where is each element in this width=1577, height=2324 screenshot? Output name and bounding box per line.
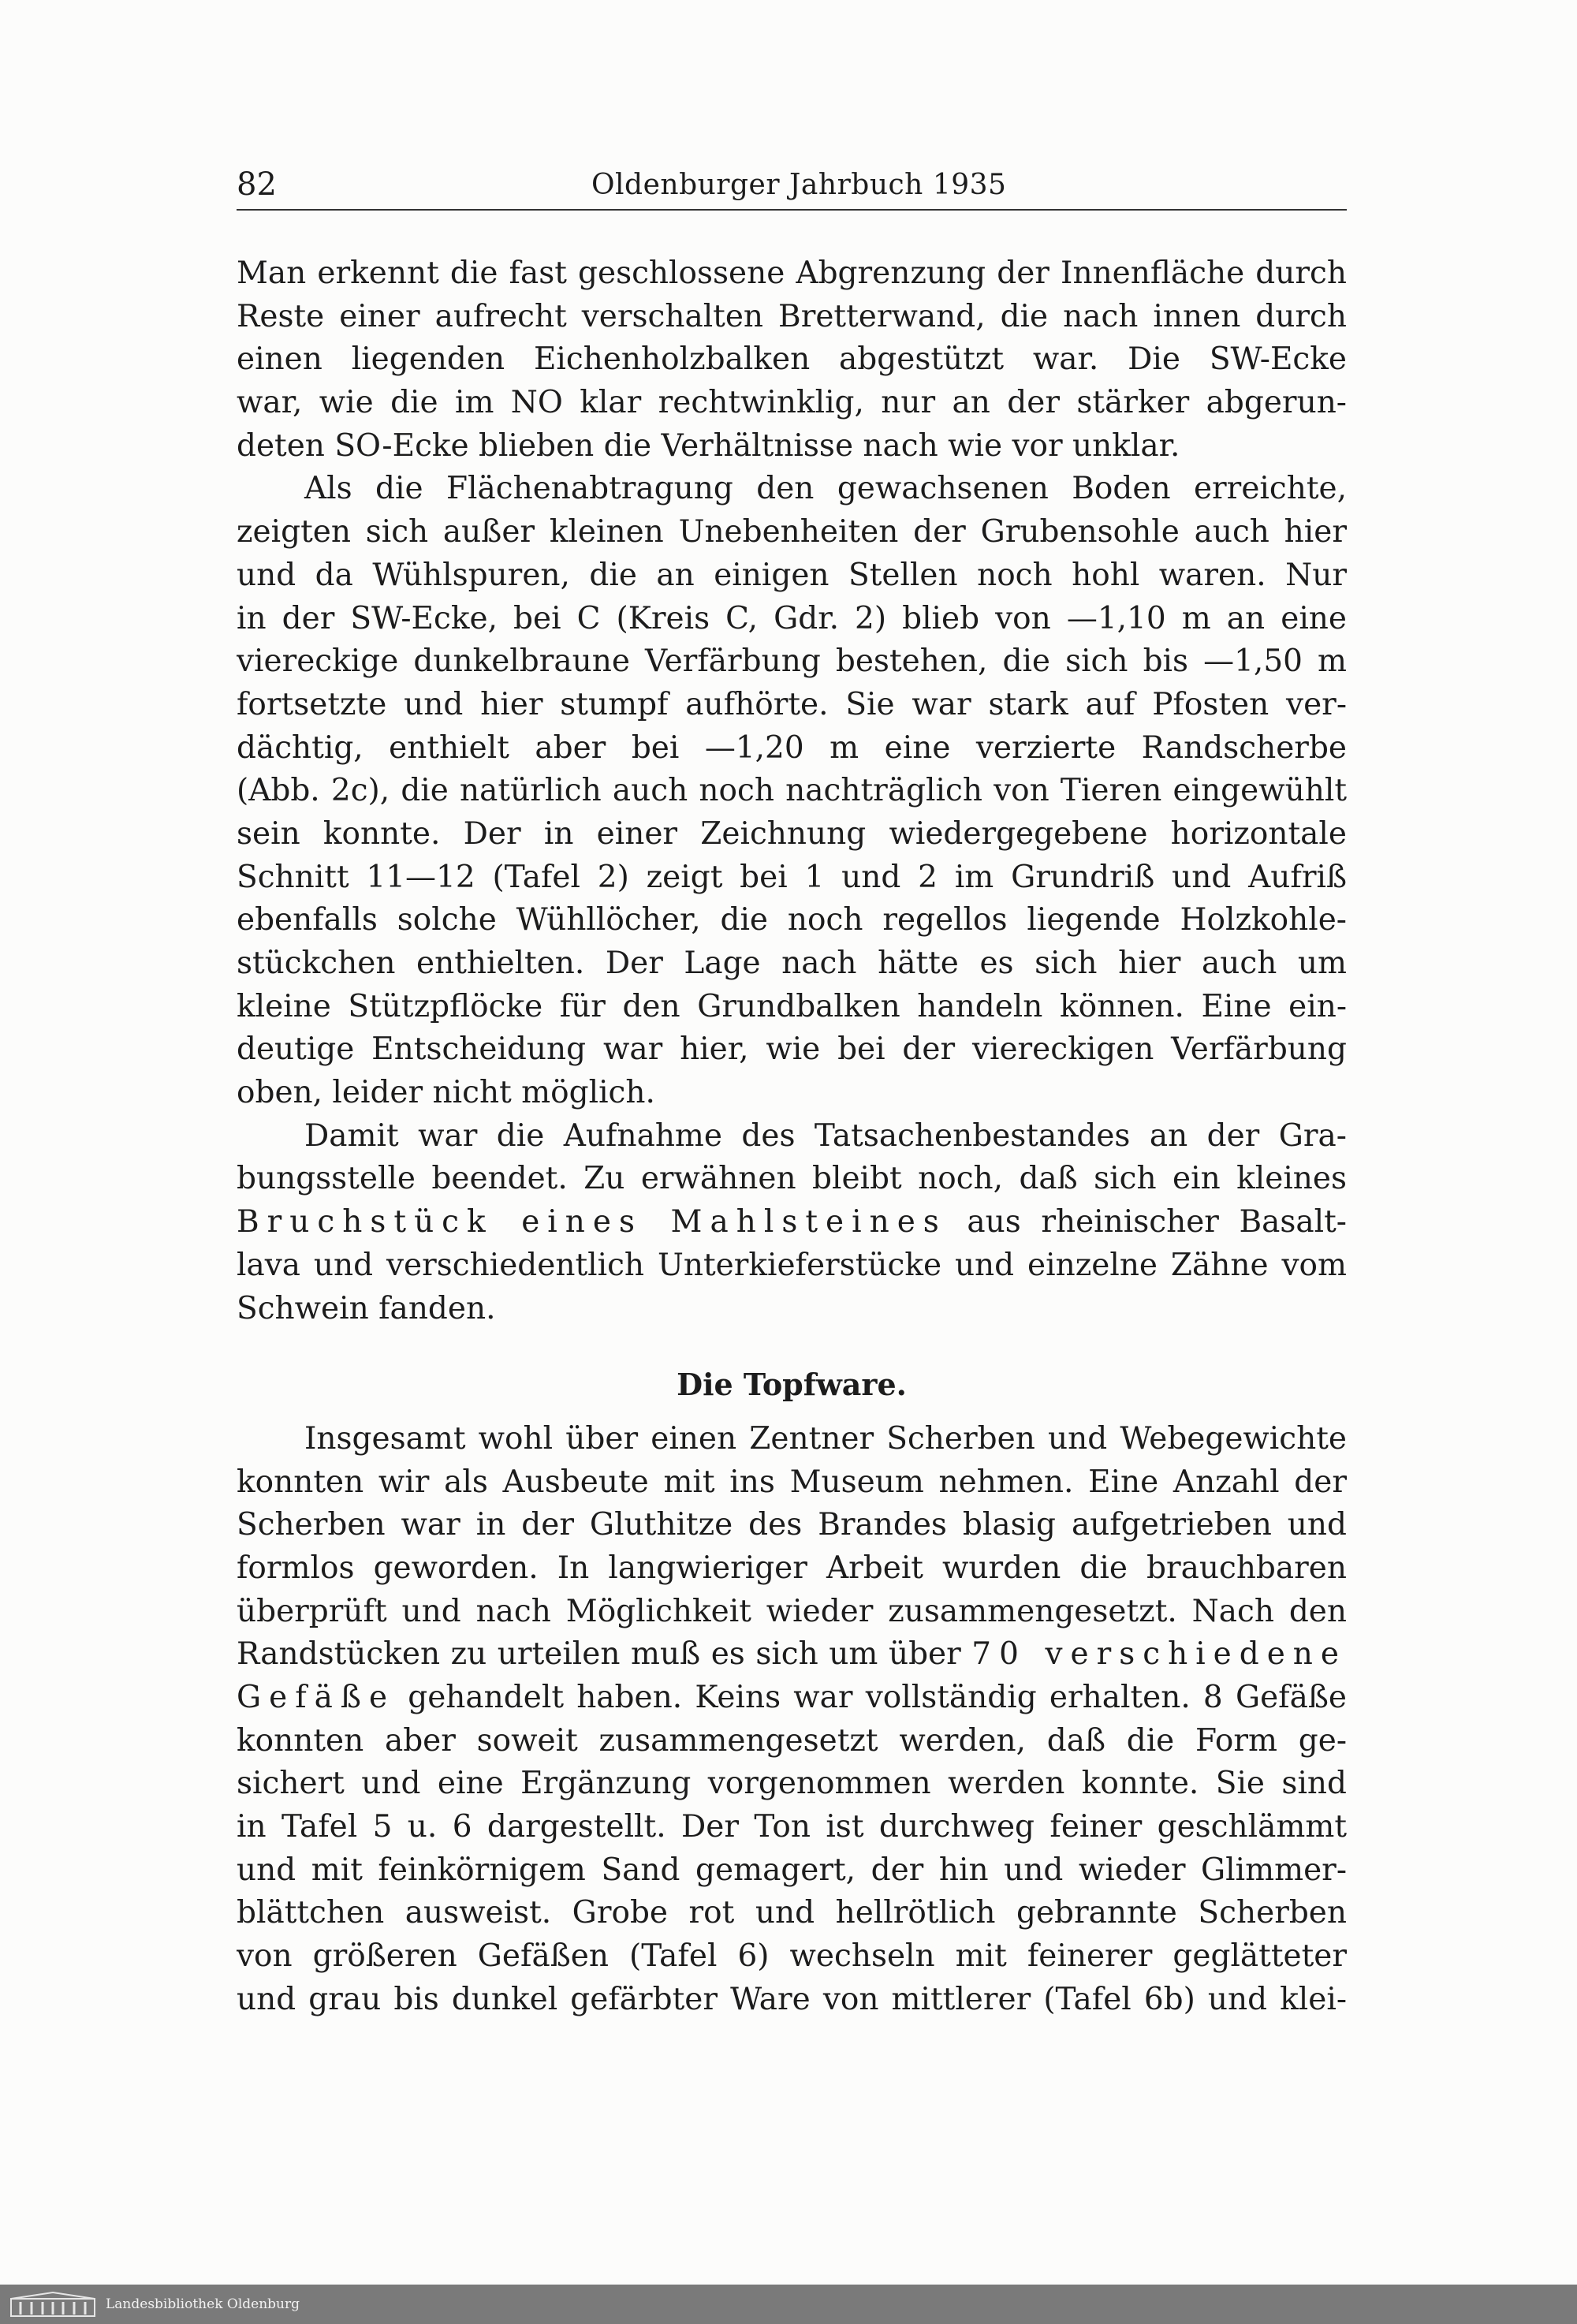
text-line: Man erkennt die fast geschlossene Abgrenzung der Innenfläche durch — [237, 256, 1347, 291]
text-line: stückchen enthielten. Der Lage nach hätte es sich hier auch um — [237, 946, 1347, 981]
text-line: bungsstelle beendet. Zu erwähnen bleibt noch, daß sich ein kleines — [237, 1161, 1347, 1197]
paragraph-1 — [237, 252, 1347, 468]
spaced-emphasis: 70 verschiedene — [971, 1636, 1347, 1673]
text-line: in Tafel 5 u. 6 dargestellt. Der Ton ist durchweg feiner geschlämmt — [237, 1809, 1347, 1845]
text-line: überprüft und nach Möglichkeit wieder zusammengesetzt. Nach den — [237, 1593, 1347, 1629]
text-line: sichert und eine Ergänzung vorgenommen werden konnte. Sie sind — [237, 1766, 1347, 1802]
text-line: zeigten sich außer kleinen Unebenheiten der Grubensohle auch hier — [237, 514, 1347, 550]
spaced-emphasis: Bruchstück eines Mahlsteines — [237, 1204, 947, 1240]
text-line: Schwein fanden. — [237, 1290, 496, 1326]
text-line: fortsetzte und hier stumpf aufhörte. Sie war stark auf Pfosten ver- — [237, 686, 1347, 722]
page-header — [237, 162, 1347, 211]
paragraph-4 — [237, 1418, 1347, 2022]
text-line: oben, leider nicht möglich. — [237, 1075, 655, 1111]
text-line: kleine Stützpflöcke für den Grundbalken handeln können. Eine ein- — [237, 988, 1347, 1024]
text-line: ebenfalls solche Wühllöcher, die noch regellos liegende Holzkohle- — [237, 902, 1347, 938]
text-line: viereckige dunkelbraune Verfärbung bestehen, die sich bis —1,50 m — [237, 643, 1347, 680]
text-line: sein konnte. Der in einer Zeichnung wiedergegebene horizontale — [237, 815, 1347, 852]
section-heading: Die Topfware. — [677, 1367, 907, 1403]
paragraph-3 — [237, 1115, 1347, 1330]
paragraph-2 — [237, 468, 1347, 1114]
running-title: Oldenburger Jahrbuch 1935 — [591, 169, 1007, 201]
text-line — [237, 1677, 1347, 1720]
text-line: und da Wühlspuren, die an einigen Stellen noch hohl waren. Nur — [237, 557, 1347, 593]
text-line — [237, 1633, 1347, 1677]
text-fragment: aus rheinischer Basalt- — [946, 1204, 1347, 1240]
text-line: Damit war die Aufnahme des Tatsachenbestandes an der Gra- — [304, 1117, 1347, 1154]
text-line: (Abb. 2c), die natürlich auch noch nachträglich von Tieren eingewühlt — [237, 773, 1347, 809]
text-line: blättchen ausweist. Grobe rot und hellrötlich gebrannte Scherben — [237, 1895, 1347, 1931]
text-fragment: gehandelt haben. Keins war vollständig erhalten. 8 Gefäße — [395, 1680, 1347, 1715]
library-footer-bar — [0, 2285, 1577, 2324]
page-number: 82 — [237, 166, 277, 203]
text-line: konnten aber soweit zusammengesetzt werden, daß die Form ge- — [237, 1722, 1347, 1759]
text-line: einen liegenden Eichenholzbalken abgestützt war. Die SW-Ecke — [237, 341, 1347, 378]
body-text — [237, 252, 1347, 2022]
text-line: Als die Flächenabtragung den gewachsenen Boden erreichte, — [304, 471, 1347, 507]
text-line: lava und verschiedentlich Unterkieferstücke und einzelne Zähne vom — [237, 1247, 1347, 1283]
text-line: formlos geworden. In langwieriger Arbeit wurden die brauchbaren — [237, 1550, 1347, 1586]
text-line: und grau bis dunkel gefärbter Ware von mittlerer (Tafel 6b) und klei- — [237, 1981, 1347, 2017]
text-line: war, wie die im NO klar rechtwinklig, nur an der stärker abgerun- — [237, 385, 1347, 421]
text-line: von größeren Gefäßen (Tafel 6) wechseln mit feinerer geglätteter — [237, 1938, 1347, 1975]
library-building-icon — [9, 2291, 96, 2318]
text-line: konnten wir als Ausbeute mit ins Museum nehmen. Eine Anzahl der — [237, 1464, 1347, 1500]
text-line: in der SW-Ecke, bei C (Kreis C, Gdr. 2) blieb von —1,10 m an eine — [237, 600, 1347, 636]
text-line: Scherben war in der Gluthitze des Brandes blasig aufgetrieben und — [237, 1507, 1347, 1543]
text-line: deten SO-Ecke blieben die Verhältnisse nach wie vor unklar. — [237, 427, 1180, 464]
library-name: Landesbibliothek Oldenburg — [106, 2296, 300, 2312]
text-line: deutige Entscheidung war hier, wie bei der viereckigen Verfärbung — [237, 1031, 1347, 1068]
text-line: Reste einer aufrecht verschalten Bretterwand, die nach innen durch — [237, 298, 1347, 334]
spaced-emphasis: Gefäße — [237, 1680, 396, 1715]
text-line: dächtig, enthielt aber bei —1,20 m eine verzierte Randscherbe — [237, 729, 1347, 766]
text-line: und mit feinkörnigem Sand gemagert, der hin und wieder Glimmer- — [237, 1852, 1347, 1888]
text-line — [237, 1201, 1347, 1244]
text-fragment: Randstücken zu urteilen muß es sich um über — [237, 1636, 972, 1673]
text-line: Schnitt 11—12 (Tafel 2) zeigt bei 1 und 2 im Grundriß und Aufriß — [237, 859, 1347, 895]
text-line: Insgesamt wohl über einen Zentner Scherben und Webegewichte — [304, 1420, 1347, 1457]
